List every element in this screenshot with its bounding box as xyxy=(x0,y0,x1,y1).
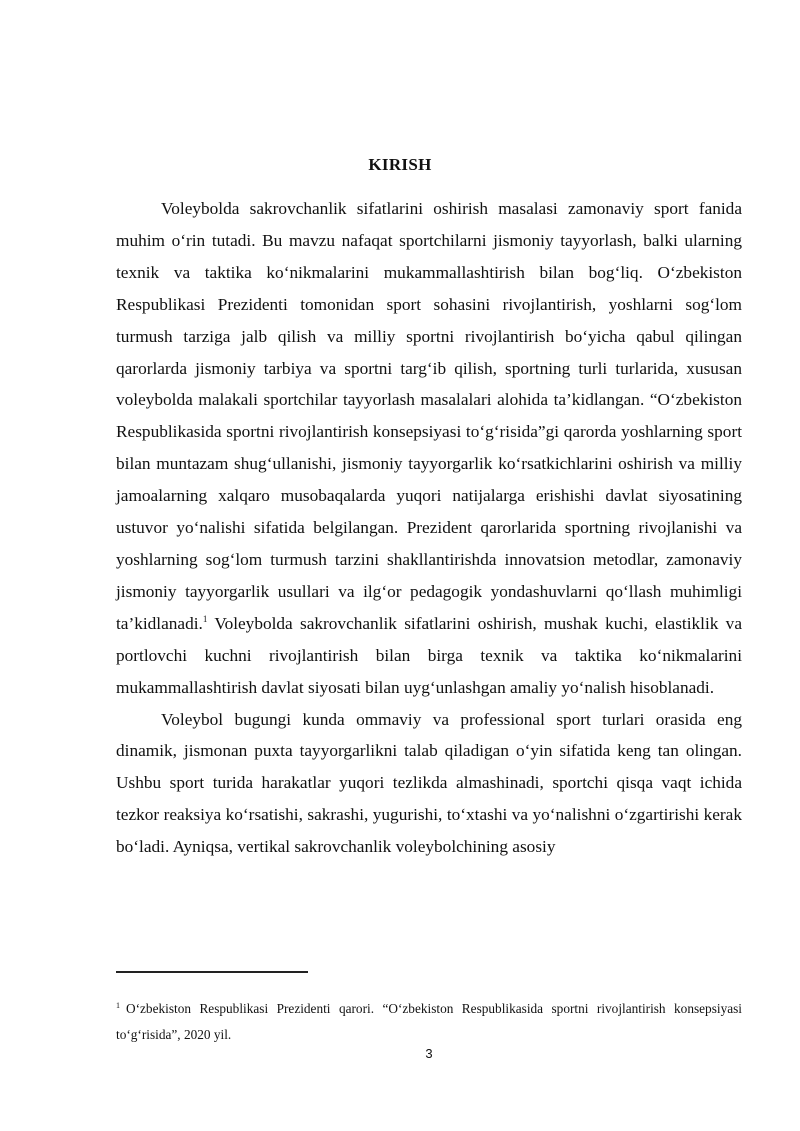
paragraph-2: Voleybol bugungi kunda ommaviy va professional sport turlari orasida eng dinamik, jismonan puxta tayyorgarlikni talab qiladigan o‘yin sifatida keng tan olingan. Ushbu sport turida harakatlar yuqori tezlikda almashinadi, sportchi qisqa vaqt ichida tezkor reaksiya ko‘rsatishi, sakrashi, yugurishi, to‘xtashi va yo‘nalishni o‘zgartirishi kerak bo‘ladi. Ayniqsa, vertikal sakrovchanlik voleybolchining asosiy xyxy=(116,709,742,857)
footnote xyxy=(116,996,742,1048)
paragraph-1 xyxy=(116,193,742,704)
paragraph-1-text-end: Voleybolda sakrovchanlik sifatlarini oshirish, mushak kuchi, elastiklik va portlovchi kuchni rivojlantirish bilan birga texnik va taktika ko‘nikmalarini mukammallashtirish davlat siyosati bilan uyg‘unlashgan amaliy yo‘nalish hisoblanadi. xyxy=(116,613,742,697)
footnote-number: 1 xyxy=(116,1001,120,1010)
footnote-separator xyxy=(116,971,308,973)
paragraph-1-text-start: Voleybolda sakrovchanlik sifatlarini oshirish masalasi zamonaviy sport fanida muhim o‘rin tutadi. Bu mavzu nafaqat sportchilarni jismoniy tayyorlash, balki ularning texnik va taktika ko‘nikmalarini mukammallashtirish bilan bog‘liq. O‘zbekiston Respublikasi Prezidenti tomonidan sport sohasini rivojlantirish, yoshlarni sog‘lom turmush tarziga jalb qilish va milliy sportni rivojlantirish bo‘yicha qabul qilingan qarorlarda jismoniy tarbiya va sportni targ‘ib qilish, sportning turli turlarida, xususan voleybolda malakali sportchilar tayyorlash masalalari alohida ta’kidlangan. “O‘zbekiston Respublikasida sportni rivojlantirish konsepsiyasi to‘g‘risida”gi qarorda yoshlarning sport bilan muntazam shug‘ullanishi, jismoniy tayyorgarlik ko‘rsatkichlarini oshirish va milliy jamoalarning xalqaro musobaqalarda yuqori natijalarga erishishi davlat siyosatining ustuvor yo‘nalishi sifatida belgilangan. Prezident qarorlarida sportning rivojlanishi va yoshlarning sog‘lom turmush tarzini shakllantirishda innovatsion metodlar, zamonaviy jismoniy tayyorgarlik usullari va ilg‘or pedagogik yondashuvlarni qo‘llash muhimligi ta’kidlanadi. xyxy=(116,199,742,633)
page-number: 3 xyxy=(425,1046,433,1061)
footnote-reference[interactable]: 1 xyxy=(202,613,208,624)
body-text xyxy=(116,193,742,863)
footnote-text: O‘zbekiston Respublikasi Prezidenti qarori. “O‘zbekiston Respublikasida sportni rivojlantirish konsepsiyasi to‘g‘risida”, 2020 yil. xyxy=(116,1001,742,1042)
section-title: KIRISH xyxy=(368,155,432,174)
